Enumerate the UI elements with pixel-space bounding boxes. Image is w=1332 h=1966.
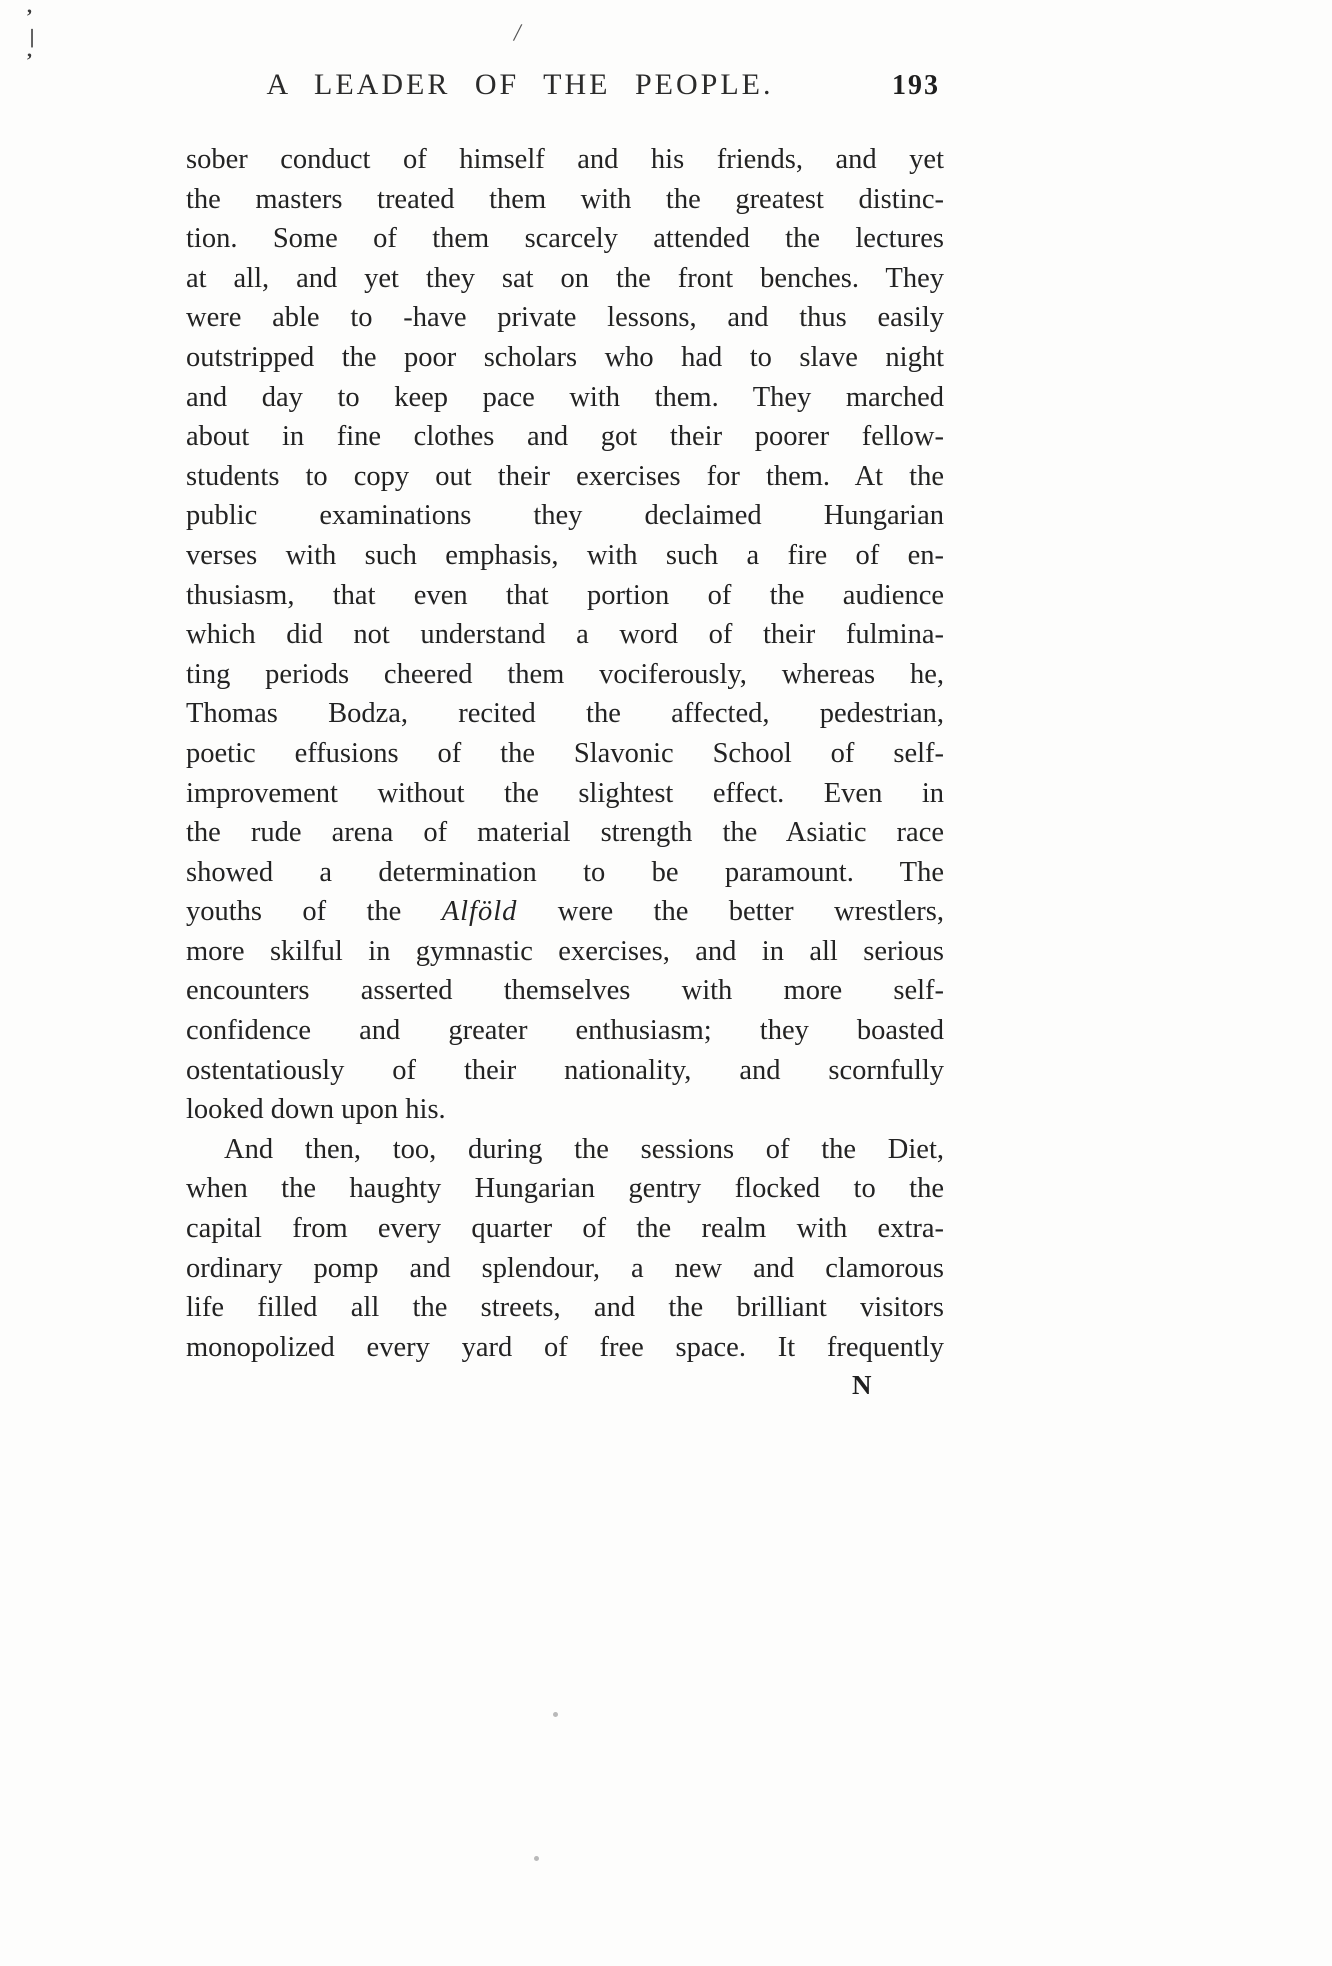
text-segment: And then, too, during the sessions of the Diet,	[224, 1133, 944, 1165]
text-segment: thusiasm, that even that portion of the audience	[186, 579, 944, 611]
body-line	[186, 259, 944, 299]
body-line	[186, 378, 944, 418]
text-segment: at all, and yet they sat on the front benches. They	[186, 262, 944, 294]
body-line	[186, 655, 944, 695]
text-segment: and day to keep pace with them. They marched	[186, 381, 944, 413]
page-number: 193	[892, 70, 940, 101]
scan-artifact-marks	[26, 6, 40, 76]
body-line	[186, 140, 944, 180]
signature-mark: N	[852, 1370, 872, 1400]
body-line	[186, 932, 944, 972]
text-segment: more skilful in gymnastic exercises, and in all serious	[186, 935, 944, 967]
text-segment: outstripped the poor scholars who had to slave night	[186, 341, 944, 373]
text-segment: improvement without the slightest effect. Even in	[186, 777, 944, 809]
page-body	[186, 140, 944, 1367]
text-segment: ordinary pomp and splendour, a new and clamorous	[186, 1252, 944, 1284]
body-line	[186, 813, 944, 853]
text-segment: Thomas Bodza, recited the affected, pedestrian,	[186, 698, 944, 730]
body-line	[186, 1249, 944, 1289]
body-lines	[186, 140, 944, 1367]
text-segment: youths of the	[186, 896, 442, 928]
text-segment: the rude arena of material strength the Asiatic race	[186, 817, 944, 849]
body-line	[186, 1090, 944, 1130]
body-line	[186, 1011, 944, 1051]
body-line	[186, 180, 944, 220]
scan-artifact-slash: /	[512, 17, 524, 48]
scan-artifact-glyph: ᛁ	[26, 28, 38, 50]
scan-artifact-glyph: ʼ	[26, 6, 33, 28]
page-header	[186, 68, 944, 112]
text-segment: showed a determination to be paramount. The	[186, 856, 944, 888]
body-line	[186, 853, 944, 893]
body-line	[186, 971, 944, 1011]
body-line	[186, 1051, 944, 1091]
text-segment: poetic effusions of the Slavonic School of self-	[186, 737, 944, 769]
text-segment: ostentatiously of their nationality, and scornfully	[186, 1054, 944, 1086]
body-line	[186, 1209, 944, 1249]
text-segment: public examinations they declaimed Hungarian	[186, 500, 944, 532]
text-segment: when the haughty Hungarian gentry flocked to the	[186, 1173, 944, 1205]
text-segment: encounters asserted themselves with more self-	[186, 975, 944, 1007]
body-line	[186, 219, 944, 259]
body-line	[186, 694, 944, 734]
text-segment: which did not understand a word of their fulmina-	[186, 619, 944, 651]
text-segment: capital from every quarter of the realm with extra-	[186, 1213, 944, 1245]
text-segment: students to copy out their exercises for them. At the	[186, 460, 944, 492]
body-line	[186, 734, 944, 774]
scan-artifact-dot	[534, 1856, 539, 1861]
body-line	[186, 1288, 944, 1328]
body-line	[186, 496, 944, 536]
body-line	[186, 536, 944, 576]
body-line	[186, 457, 944, 497]
text-segment: monopolized every yard of free space. It frequently	[186, 1331, 944, 1363]
body-line	[186, 892, 944, 932]
body-line	[186, 1169, 944, 1209]
text-segment: life filled all the streets, and the brilliant visitors	[186, 1292, 944, 1324]
text-segment: were the better wrestlers,	[517, 896, 944, 928]
body-line	[186, 615, 944, 655]
body-line	[186, 576, 944, 616]
body-line	[186, 338, 944, 378]
text-segment: confidence and greater enthusiasm; they boasted	[186, 1015, 944, 1047]
text-segment: sober conduct of himself and his friends, and yet	[186, 144, 944, 175]
scan-artifact-glyph: ʼ	[26, 50, 33, 72]
body-line	[186, 417, 944, 457]
running-title: A LEADER OF THE PEOPLE.	[266, 68, 774, 101]
text-segment: about in fine clothes and got their poorer fellow-	[186, 421, 944, 453]
text-segment: were able to -have private lessons, and thus easily	[186, 302, 944, 334]
text-segment: ting periods cheered them vociferously, whereas he,	[186, 658, 944, 690]
body-line	[186, 774, 944, 814]
text-segment: verses with such emphasis, with such a fire of en-	[186, 539, 944, 571]
body-line	[186, 1328, 944, 1368]
text-segment: looked down upon his.	[186, 1094, 446, 1126]
italic-text: Alföld	[441, 896, 518, 928]
body-line	[186, 298, 944, 338]
body-line	[186, 1130, 944, 1170]
text-segment: tion. Some of them scarcely attended the lectures	[186, 223, 944, 255]
text-segment: the masters treated them with the greatest distinc-	[186, 183, 944, 215]
scan-artifact-dot	[553, 1712, 558, 1717]
